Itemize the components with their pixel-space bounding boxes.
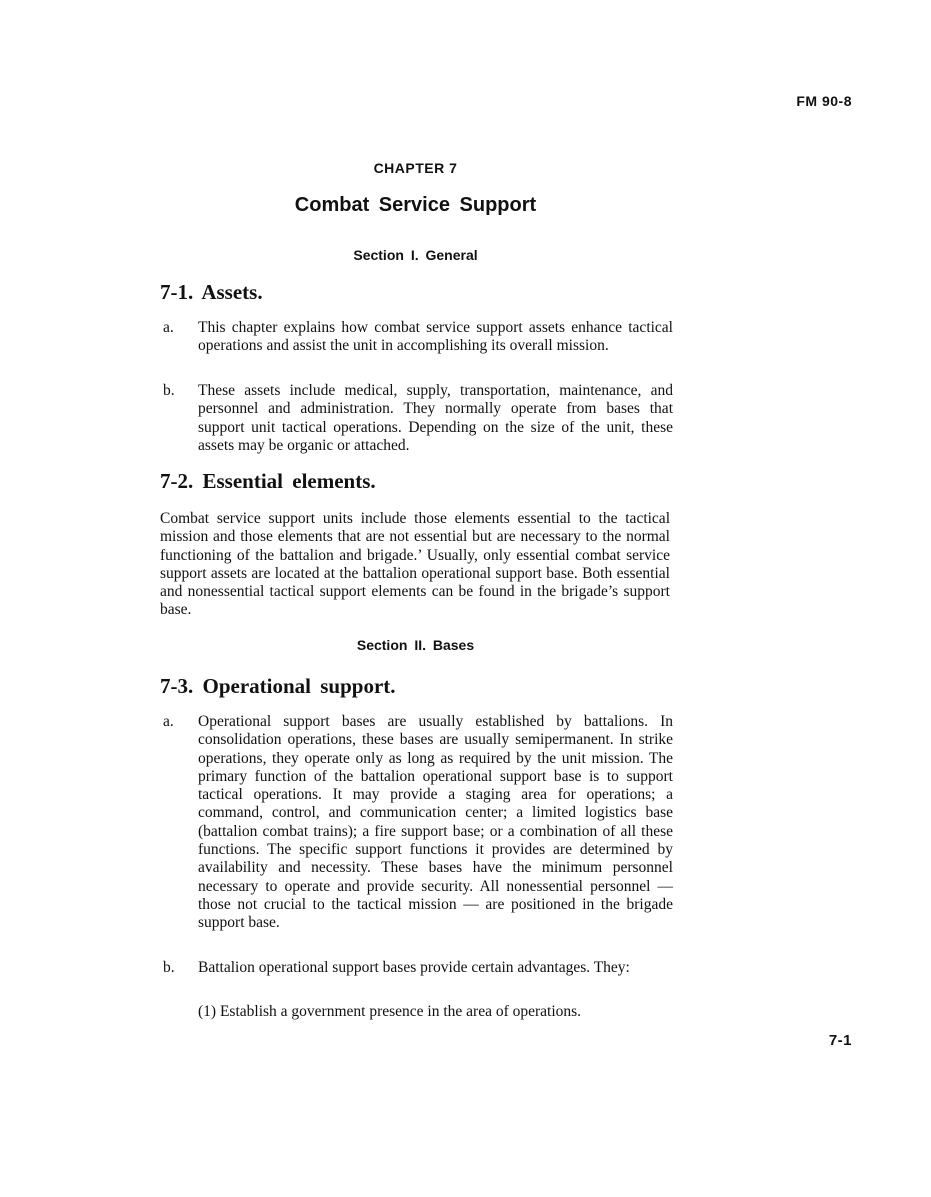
section-heading-general: Section I. General bbox=[353, 247, 478, 263]
chapter-label: CHAPTER 7 bbox=[373, 160, 458, 176]
list-item-text: Battalion operational support bases provide certain advantages. They: bbox=[198, 959, 630, 976]
paragraph-heading-assets: 7-1. Assets. bbox=[160, 280, 263, 304]
list-item-text: These assets include medical, supply, transportation, maintenance, and personnel and administration. They normally operate from bases that support unit tactical operations. Depending on the size of the unit, these assets may be organic or attached. bbox=[198, 382, 673, 454]
list-marker: a. bbox=[163, 319, 174, 336]
page-number: 7-1 bbox=[828, 1032, 852, 1049]
list-marker: a. bbox=[163, 713, 174, 730]
list-marker: b. bbox=[163, 959, 175, 976]
list-item bbox=[163, 713, 673, 933]
list-item-text: This chapter explains how combat service support assets enhance tactical operations and assist the unit in accomplishing its overall mission. bbox=[198, 319, 673, 355]
paragraph-text: Combat service support units include those elements essential to the tactical mission and those elements that are not essential but are necessary to the normal functioning of the battalion and brigade.’ Usually, only essential combat service support assets are located at the battalion operational support base. Both essential and nonessential tactical support elements can be found in the brigade’s support base. bbox=[160, 510, 670, 619]
section-heading-bases: Section II. Bases bbox=[356, 637, 475, 653]
list-item bbox=[163, 959, 673, 977]
sub-list-item: (1) Establish a government presence in the area of operations. bbox=[198, 1003, 582, 1020]
chapter-title: Combat Service Support bbox=[294, 194, 537, 216]
paragraph-heading-operational-support: 7-3. Operational support. bbox=[160, 674, 396, 698]
list-item bbox=[163, 319, 673, 356]
list-item-text: Operational support bases are usually established by battalions. In consolidation operations, these bases are usually semipermanent. In strike operations, they operate only as long as required by the unit mission. The primary function of the battalion operational support base is to support tactical operations. It may provide a staging area for operations; a command, control, and communication center; a limited logistics base (battalion combat trains); a fire support base; or a combination of all these functions. The specific support functions it provides are determined by availability and necessity. These bases have the minimum personnel necessary to operate and provide security. All nonessential personnel — those not crucial to the tactical mission — are positioned in the brigade support base. bbox=[198, 713, 673, 932]
paragraph-heading-essential-elements: 7-2. Essential elements. bbox=[160, 469, 376, 493]
list-item bbox=[163, 382, 673, 455]
list-marker: b. bbox=[163, 382, 175, 399]
document-id: FM 90-8 bbox=[796, 93, 852, 109]
